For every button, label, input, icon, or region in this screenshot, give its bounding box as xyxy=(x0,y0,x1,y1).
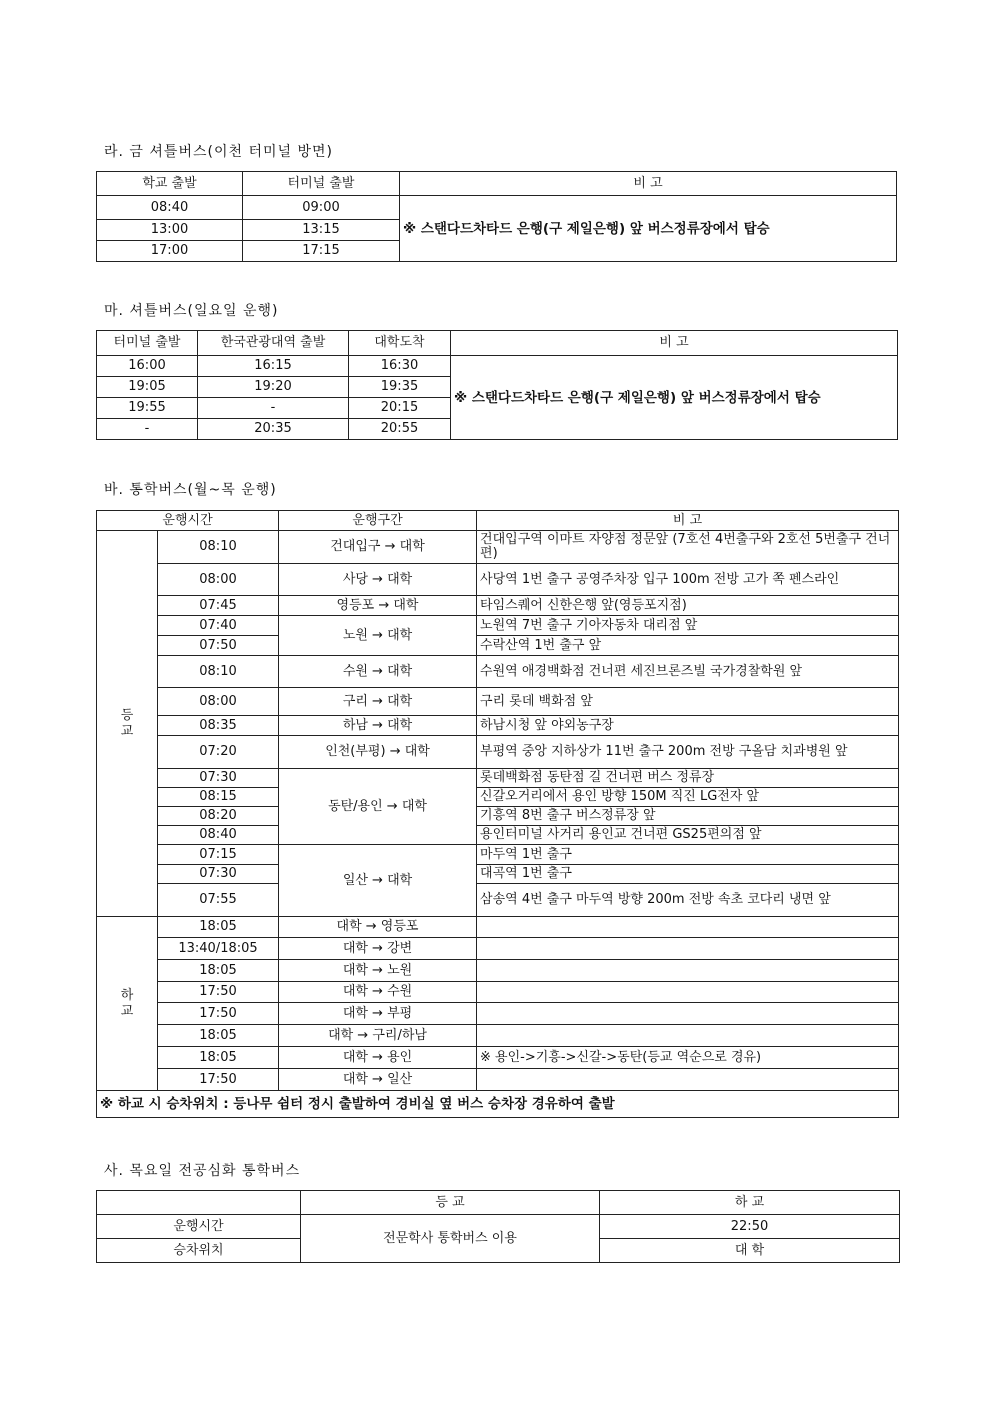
cell-note xyxy=(477,1025,899,1047)
cell-route: 하남 → 대학 xyxy=(279,716,477,736)
boarding-note: ※ 스탠다드차타드 은행(구 제일은행) 앞 버스정류장에서 탑승 xyxy=(451,356,898,440)
return-boarding-note: ※ 하교 시 승차위치 : 등나무 쉼터 정시 출발하여 경비실 옆 버스 승차장 경유하여 출발 xyxy=(97,1091,899,1118)
header-go: 등 교 xyxy=(301,1191,600,1215)
section-title-ra: 라. 금 셔틀버스(이천 터미널 방면) xyxy=(104,144,333,160)
cell-stop: 노원역 7번 출구 기아자동차 대리점 앞 xyxy=(477,616,899,636)
boarding-note: ※ 스탠다드차타드 은행(구 제일은행) 앞 버스정류장에서 탑승 xyxy=(400,196,897,262)
cell-time: 17:15 xyxy=(243,241,400,262)
cell-stop: 기흥역 8번 출구 버스정류장 앞 xyxy=(477,807,899,826)
table-sa xyxy=(96,1190,900,1263)
cell-stop: 수원역 애경백화점 건너편 세진브론즈빌 국가경찰학원 앞 xyxy=(477,656,899,688)
cell-note: ※ 용인->기흥->신갈->동탄(등교 역순으로 경유) xyxy=(477,1047,899,1069)
cell-time: - xyxy=(97,419,198,440)
cell-route: 대학 → 일산 xyxy=(279,1069,477,1091)
cell-time: 08:35 xyxy=(158,716,279,736)
cell-time: 07:20 xyxy=(158,736,279,769)
cell-time: 07:30 xyxy=(158,769,279,788)
cell-route: 대학 → 수원 xyxy=(279,982,477,1003)
header-remarks: 비 고 xyxy=(400,172,897,196)
cell-time: 07:50 xyxy=(158,636,279,656)
cell-route: 노원 → 대학 xyxy=(279,616,477,656)
section-title-ba: 바. 통학버스(월~목 운행) xyxy=(104,482,277,498)
cell-note xyxy=(477,960,899,982)
header-arrival: 대학도착 xyxy=(349,331,451,356)
cell-time: 13:15 xyxy=(243,220,400,241)
cell-time: 16:00 xyxy=(97,356,198,377)
cell-time: 19:35 xyxy=(349,377,451,398)
cell-note xyxy=(477,1069,899,1091)
cell-time: 17:50 xyxy=(158,982,279,1003)
cell-route: 영등포 → 대학 xyxy=(279,596,477,616)
cell-route: 대학 → 구리/하남 xyxy=(279,1025,477,1047)
cell-time: 07:55 xyxy=(158,884,279,917)
cell-time: 08:40 xyxy=(158,826,279,845)
cell-note xyxy=(477,1003,899,1025)
return-label: 하교 xyxy=(97,917,158,1091)
cell-time: 19:20 xyxy=(198,377,349,398)
cell-time: 18:05 xyxy=(158,1025,279,1047)
cell-stop: 사당역 1번 출구 공영주차장 입구 100m 전방 고가 쪽 펜스라인 xyxy=(477,564,899,596)
cell-time: 18:05 xyxy=(158,960,279,982)
header-remarks: 비 고 xyxy=(477,511,899,531)
cell-time: 17:00 xyxy=(97,241,243,262)
cell-time: 08:10 xyxy=(158,531,279,564)
cell-time: 17:50 xyxy=(158,1003,279,1025)
cell-time: 08:20 xyxy=(158,807,279,826)
cell-time: 20:15 xyxy=(349,398,451,419)
row-label-place: 승차위치 xyxy=(97,1239,301,1263)
cell-time: 07:40 xyxy=(158,616,279,636)
header-empty xyxy=(97,1191,301,1215)
cell-time: 20:35 xyxy=(198,419,349,440)
cell-stop: 타임스퀘어 신한은행 앞(영등포지점) xyxy=(477,596,899,616)
cell-route: 대학 → 강변 xyxy=(279,938,477,960)
cell-time: 13:40/18:05 xyxy=(158,938,279,960)
cell-route: 사당 → 대학 xyxy=(279,564,477,596)
cell-note xyxy=(477,938,899,960)
cell-stop: 신갈오거리에서 용인 방향 150M 직진 LG전자 앞 xyxy=(477,788,899,807)
header-route: 운행구간 xyxy=(279,511,477,531)
section-title-ma: 마. 셔틀버스(일요일 운행) xyxy=(104,303,279,319)
header-station-depart: 한국관광대역 출발 xyxy=(198,331,349,356)
cell-route: 건대입구 → 대학 xyxy=(279,531,477,564)
header-return: 하 교 xyxy=(600,1191,900,1215)
cell-stop: 구리 롯데 백화점 앞 xyxy=(477,688,899,716)
cell-stop: 용인터미널 사거리 용인교 건너편 GS25편의점 앞 xyxy=(477,826,899,845)
cell-time: 09:00 xyxy=(243,196,400,220)
row-label-time: 운행시간 xyxy=(97,1215,301,1239)
cell-route: 구리 → 대학 xyxy=(279,688,477,716)
go-info: 전문학사 통학버스 이용 xyxy=(301,1215,600,1263)
cell-time: 20:55 xyxy=(349,419,451,440)
cell-time: 16:30 xyxy=(349,356,451,377)
table-ra xyxy=(96,171,897,262)
header-school-depart: 학교 출발 xyxy=(97,172,243,196)
header-terminal-depart: 터미널 출발 xyxy=(97,331,198,356)
cell-stop: 롯데백화점 동탄점 길 건너편 버스 정류장 xyxy=(477,769,899,788)
cell-time: 18:05 xyxy=(158,1047,279,1069)
header-remarks: 비 고 xyxy=(451,331,898,356)
cell-time: 16:15 xyxy=(198,356,349,377)
table-ma xyxy=(96,330,898,440)
cell-time: 08:00 xyxy=(158,564,279,596)
cell-stop: 삼송역 4번 출구 마두역 방향 200m 전방 속초 코다리 냉면 앞 xyxy=(477,884,899,917)
cell-time: 07:30 xyxy=(158,865,279,884)
return-time: 22:50 xyxy=(600,1215,900,1239)
cell-time: 08:10 xyxy=(158,656,279,688)
cell-route: 대학 → 부평 xyxy=(279,1003,477,1025)
cell-time: 19:55 xyxy=(97,398,198,419)
cell-time: 18:05 xyxy=(158,917,279,938)
return-place: 대 학 xyxy=(600,1239,900,1263)
cell-stop: 건대입구역 이마트 자양점 정문앞 (7호선 4번출구와 2호선 5번출구 건너편) xyxy=(477,531,899,564)
cell-route: 대학 → 영등포 xyxy=(279,917,477,938)
table-ba xyxy=(96,510,899,1118)
cell-route: 인천(부평) → 대학 xyxy=(279,736,477,769)
cell-stop: 수락산역 1번 출구 앞 xyxy=(477,636,899,656)
cell-note xyxy=(477,982,899,1003)
cell-route: 동탄/용인 → 대학 xyxy=(279,769,477,845)
cell-stop: 대곡역 1번 출구 xyxy=(477,865,899,884)
cell-route: 대학 → 노원 xyxy=(279,960,477,982)
cell-time: 08:00 xyxy=(158,688,279,716)
header-time: 운행시간 xyxy=(97,511,279,531)
cell-time: - xyxy=(198,398,349,419)
cell-time: 07:15 xyxy=(158,845,279,865)
cell-time: 13:00 xyxy=(97,220,243,241)
go-label: 등교 xyxy=(97,531,158,917)
cell-stop: 부평역 중앙 지하상가 11번 출구 200m 전방 구올담 치과병원 앞 xyxy=(477,736,899,769)
cell-time: 19:05 xyxy=(97,377,198,398)
cell-time: 08:15 xyxy=(158,788,279,807)
header-terminal-depart: 터미널 출발 xyxy=(243,172,400,196)
section-title-sa: 사. 목요일 전공심화 통학버스 xyxy=(104,1163,301,1179)
cell-note xyxy=(477,917,899,938)
cell-time: 08:40 xyxy=(97,196,243,220)
cell-stop: 마두역 1번 출구 xyxy=(477,845,899,865)
cell-time: 17:50 xyxy=(158,1069,279,1091)
cell-time: 07:45 xyxy=(158,596,279,616)
cell-route: 대학 → 용인 xyxy=(279,1047,477,1069)
cell-route: 수원 → 대학 xyxy=(279,656,477,688)
cell-route: 일산 → 대학 xyxy=(279,845,477,917)
cell-stop: 하남시청 앞 야외농구장 xyxy=(477,716,899,736)
